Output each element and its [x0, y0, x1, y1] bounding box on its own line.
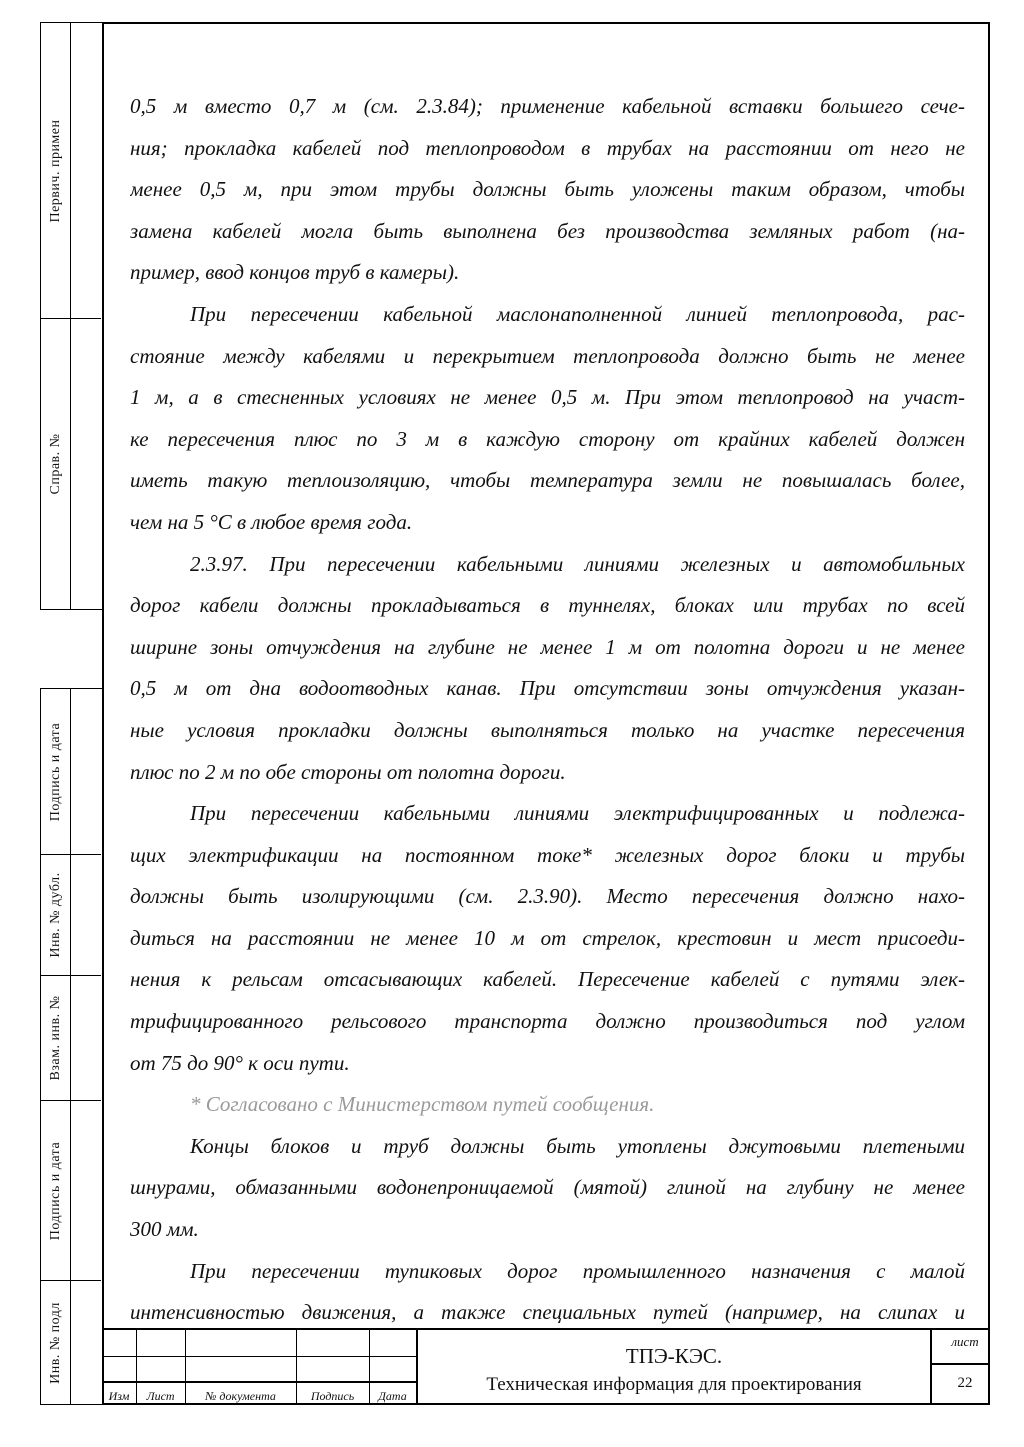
text-line: трифицированного рельсового транспорта должно производиться под углом [130, 1009, 965, 1034]
title-block [102, 1328, 990, 1405]
text-line: иметь такую теплоизоляцию, чтобы температура земли не повышалась более, [130, 468, 965, 493]
text-line: диться на расстоянии не менее 10 м от стрелок, крестовин и мест присоеди- [130, 925, 965, 950]
text-line: При пересечении кабельной маслонаполненной линией теплопровода, рас- [190, 301, 965, 326]
header-list: Лист [146, 1389, 175, 1403]
header-izm: Изм [108, 1389, 130, 1403]
side-cell [41, 689, 101, 855]
side-cell [41, 1281, 101, 1404]
text-line: При пересечении тупиковых дорог промышленного назначения с малой [190, 1258, 965, 1283]
side-cell [41, 855, 101, 976]
side-cell [41, 319, 101, 609]
text-line: 300 мм. [130, 1217, 199, 1242]
side-label: Инв. № подл [47, 1301, 63, 1384]
side-label: Подпись и дата [47, 722, 63, 821]
footnote-line: * Согласовано с Министерством путей сообщения. [190, 1092, 655, 1117]
text-line: должны быть изолирующими (см. 2.3.90). Место пересечения должно нахо- [130, 884, 965, 909]
text-line: дорог кабели должны прокладываться в туннелях, блоках или трубах по всей [130, 593, 965, 618]
text-line: 0,5 м вместо 0,7 м (см. 2.3.84); применение кабельной вставки большего сече- [130, 94, 965, 118]
text-line: При пересечении кабельными линиями электрифицированных и подлежа- [190, 801, 965, 826]
text-line: ширине зоны отчуждения на глубине не менее 1 м от полотна дороги и не менее [130, 634, 965, 659]
text-line: щих электрификации на постоянном токе* железных дорог блоки и трубы [130, 842, 965, 867]
text-line: плюс по 2 м по обе стороны от полотна дороги. [130, 759, 566, 784]
side-strip-top [40, 22, 102, 610]
side-label: Справ. № [47, 433, 63, 495]
text-line: ке пересечения плюс по 3 м в каждую сторону от крайних кабелей должен [130, 426, 965, 451]
sheet-number: 22 [957, 1375, 973, 1391]
side-label: Взам. инв. № [47, 995, 63, 1081]
text-line: Концы блоков и труб должны быть утоплены джутовыми плетеными [190, 1133, 965, 1158]
text-line: стояние между кабелями и перекрытием теплопровода должно быть не менее [130, 343, 965, 368]
text-line: интенсивностью движения, а также специальных путей (например, на слипах и [130, 1300, 965, 1325]
document-code: ТПЭ-КЭС. [625, 1344, 723, 1368]
side-cell [41, 23, 101, 319]
document-title: Техническая информация для проектирования [486, 1374, 862, 1395]
side-label: Первич. примен [47, 118, 63, 223]
text-line: чем на 5 °С в любое время года. [130, 509, 413, 534]
side-cell [41, 1101, 101, 1281]
body-text [130, 86, 965, 1334]
text-line: 1 м, а в стесненных условиях не менее 0,5 м. При этом теплопровод на участ- [130, 385, 965, 410]
header-signature: Подпись [310, 1389, 355, 1403]
side-label: Подпись и дата [47, 1141, 63, 1240]
text-line: ния; прокладка кабелей под теплопроводом в трубах на расстоянии от него не [130, 135, 965, 160]
text-line: замена кабелей могла быть выполнена без производства земляных работ (на- [130, 218, 965, 243]
header-doc-number: № документа [205, 1389, 276, 1403]
side-label: Инв. № дубл. [47, 872, 63, 958]
text-line: 0,5 м от дна водоотводных канав. При отсутствии зоны отчуждения указан- [130, 676, 965, 701]
text-line: нения к рельсам отсасывающих кабелей. Пересечение кабелей с путями элек- [130, 967, 965, 992]
text-line: пример, ввод концов труб в камеры). [130, 260, 460, 285]
side-strip-bottom [40, 688, 102, 1405]
text-line: шнурами, обмазанными водонепроницаемой (мятой) глиной на глубину не менее [130, 1175, 965, 1200]
sheet-label: лист [951, 1334, 979, 1349]
text-line: от 75 до 90° к оси пути. [130, 1050, 350, 1075]
text-line: 2.3.97. При пересечении кабельными линиями железных и автомобильных [190, 551, 965, 576]
text-line: менее 0,5 м, при этом трубы должны быть уложены таким образом, чтобы [130, 177, 965, 202]
header-date: Дата [378, 1389, 407, 1403]
text-line: ные условия прокладки должны выполняться только на участке пересечения [130, 717, 965, 742]
side-cell [41, 976, 101, 1101]
